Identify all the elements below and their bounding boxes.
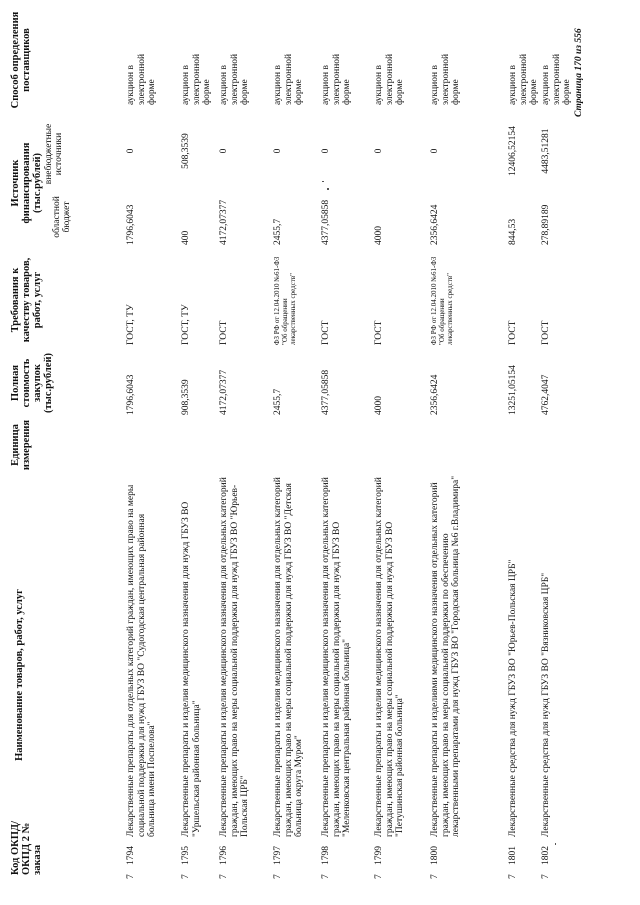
cell-cost: 4172,07377 <box>219 369 229 415</box>
cell-regional: 278,89189 <box>541 204 551 245</box>
cell-req: ГОСТ <box>219 320 229 345</box>
cell-method: аукцион в электронной форме <box>508 53 540 105</box>
header-req: Требования к качеству товаров, работ, услуг <box>10 257 43 343</box>
cell-offbudget: 0 <box>374 148 384 154</box>
cell-okpd: 7 <box>508 874 518 879</box>
cell-regional: 400 <box>181 230 191 245</box>
cell-cost: 13251,05154 <box>508 365 518 415</box>
header-offbudget: внебюджетные источники <box>44 123 64 185</box>
cell-okpd: 7 <box>273 874 283 879</box>
cell-num: 1794 <box>126 846 136 865</box>
scan-speck <box>322 181 324 182</box>
cell-req: ГОСТ <box>508 320 518 345</box>
cell-name: Лекарственные средства для нужд ГБУЗ ВО "Вязниковская ЦРБ" <box>541 572 551 837</box>
cell-offbudget: 0 <box>126 148 136 154</box>
cell-regional: 844,53 <box>508 218 518 245</box>
cell-name: Лекарственные препараты и изделия медицинского назначения для отдельных категорий граждан, имеющих право на меры социальной поддержки для нужд ГБУЗ ВО "Детская больница округа Муром" <box>273 477 305 837</box>
cell-req: ФЗ РФ от 12.04.2010 №61-ФЗ "Об обращении лекарственных средств" <box>430 256 454 345</box>
cell-method: аукцион в электронной форме <box>430 53 462 105</box>
cell-okpd: 7 <box>219 874 229 879</box>
cell-regional: 2455,7 <box>273 218 283 245</box>
cell-method: аукцион в электронной форме <box>219 53 251 105</box>
cell-regional: 4377,05858 <box>321 199 331 245</box>
cell-regional: 2356,6424 <box>430 204 440 245</box>
cell-num: 1795 <box>181 846 191 865</box>
cell-req: ФЗ РФ от 12.04.2010 №61-ФЗ "Об обращении лекарственных средств" <box>273 256 297 345</box>
cell-offbudget: 0 <box>430 148 440 154</box>
cell-method: аукцион в электронной форме <box>126 53 158 105</box>
cell-cost: 2356,6424 <box>430 374 440 415</box>
cell-num: 1800 <box>430 846 440 865</box>
cell-name: Лекарственные препараты и изделия медицинского назначения для нужд ГБУЗ ВО "Уршельская районная больница" <box>181 501 202 837</box>
cell-name: Лекарственные препараты и изделия медицинского назначения для отдельных категорий граждан, имеющих право на меры социальной поддержки для нужд ГБУЗ ВО "Меленковская центральная районная больница" <box>321 477 353 837</box>
cell-cost: 908,3539 <box>181 379 191 415</box>
cell-name: Лекарственные препараты для отдельных категорий граждан, имеющих право на меры социальной поддержки для нужд ГБУЗ ВО "Судогодская центральная районная больница имени Поспелова" <box>126 484 158 837</box>
cell-name: Лекарственные препараты и изделиями медицинского назначения отдельных категорий граждан, имеющих право на меры социальной поддержки по обеспечению лекарственными препаратами для нужд ГБУЗ ВО "Городская больница №6 г.Владимира" <box>430 475 462 837</box>
header-regional: областной бюджет <box>52 196 72 238</box>
cell-okpd: 7 <box>430 874 440 879</box>
cell-cost: 1796,6043 <box>126 374 136 415</box>
cell-num: 1799 <box>374 846 384 865</box>
cell-okpd: 7 <box>541 874 551 879</box>
cell-num: 1802 <box>541 846 551 865</box>
cell-offbudget: 0 <box>321 148 331 154</box>
cell-req: ГОСТ, ТУ <box>181 304 191 345</box>
cell-okpd: 7 <box>181 874 191 879</box>
cell-regional: 4000 <box>374 226 384 245</box>
cell-req: ГОСТ, ТУ <box>126 304 136 345</box>
cell-offbudget: 0 <box>273 148 283 154</box>
cell-req: ГОСТ <box>321 320 331 345</box>
header-code: Код ОКПД/ ОКПД 2 № заказа <box>10 820 43 875</box>
cell-method: аукцион в электронной форме <box>321 53 353 105</box>
cell-okpd: 7 <box>126 874 136 879</box>
header-funding: Источник финансирования (тыс.рублей) <box>10 142 43 224</box>
cell-method: аукцион в электронной форме <box>273 53 305 105</box>
header-method: Способ определения поставщиков <box>10 11 32 109</box>
cell-method: аукцион в электронной форме <box>374 53 406 105</box>
cell-method: аукцион в электронной форме <box>541 53 573 105</box>
cell-method: аукцион в электронной форме <box>181 53 213 105</box>
cell-num: 1798 <box>321 846 331 865</box>
cell-cost: 4762,4047 <box>541 374 551 415</box>
header-unit: Единица измерения <box>10 419 32 471</box>
cell-num: 1796 <box>219 846 229 865</box>
cell-offbudget: 0 <box>219 148 229 154</box>
header-name: Наименование товаров, работ, услуг <box>14 589 25 761</box>
cell-req: ГОСТ <box>541 320 551 345</box>
cell-okpd: 7 <box>321 874 331 879</box>
cell-name: Лекарственные средства для нужд ГБУЗ ВО "Юрьев-Польская ЦРБ" <box>508 559 518 837</box>
header-cost: Полная стоимость закупок (тыс.рублей) <box>10 352 54 414</box>
cell-name: Лекарственные препараты и изделия медицинского назначения для отдельных категорий граждан, имеющих право на меры социальной поддержки для нужд ГБУЗ ВО "Петушинская районная больница" <box>374 477 406 837</box>
cell-okpd: 7 <box>374 874 384 879</box>
scan-speck <box>327 188 329 190</box>
cell-regional: 4172,07377 <box>219 199 229 245</box>
cell-name: Лекарственные препараты и изделия медицинского назначения для отдельных категорий граждан, имеющих право на меры социальной поддержки для нужд ГБУЗ ВО "Юрьев-Польская ЦРБ" <box>219 477 251 837</box>
cell-cost: 4377,05858 <box>321 369 331 415</box>
page-footer: Страница 170 из 556 <box>574 28 584 117</box>
cell-cost: 4000 <box>374 396 384 415</box>
cell-cost: 2455,7 <box>273 388 283 415</box>
cell-offbudget: 508,3539 <box>181 133 191 169</box>
cell-offbudget: 12406,52154 <box>508 126 518 176</box>
cell-regional: 1796,6043 <box>126 204 136 245</box>
cell-offbudget: 4483,51281 <box>541 128 551 174</box>
cell-num: 1801 <box>508 846 518 865</box>
cell-num: 1797 <box>273 846 283 865</box>
cell-req: ГОСТ <box>374 320 384 345</box>
scan-speck <box>555 843 556 845</box>
